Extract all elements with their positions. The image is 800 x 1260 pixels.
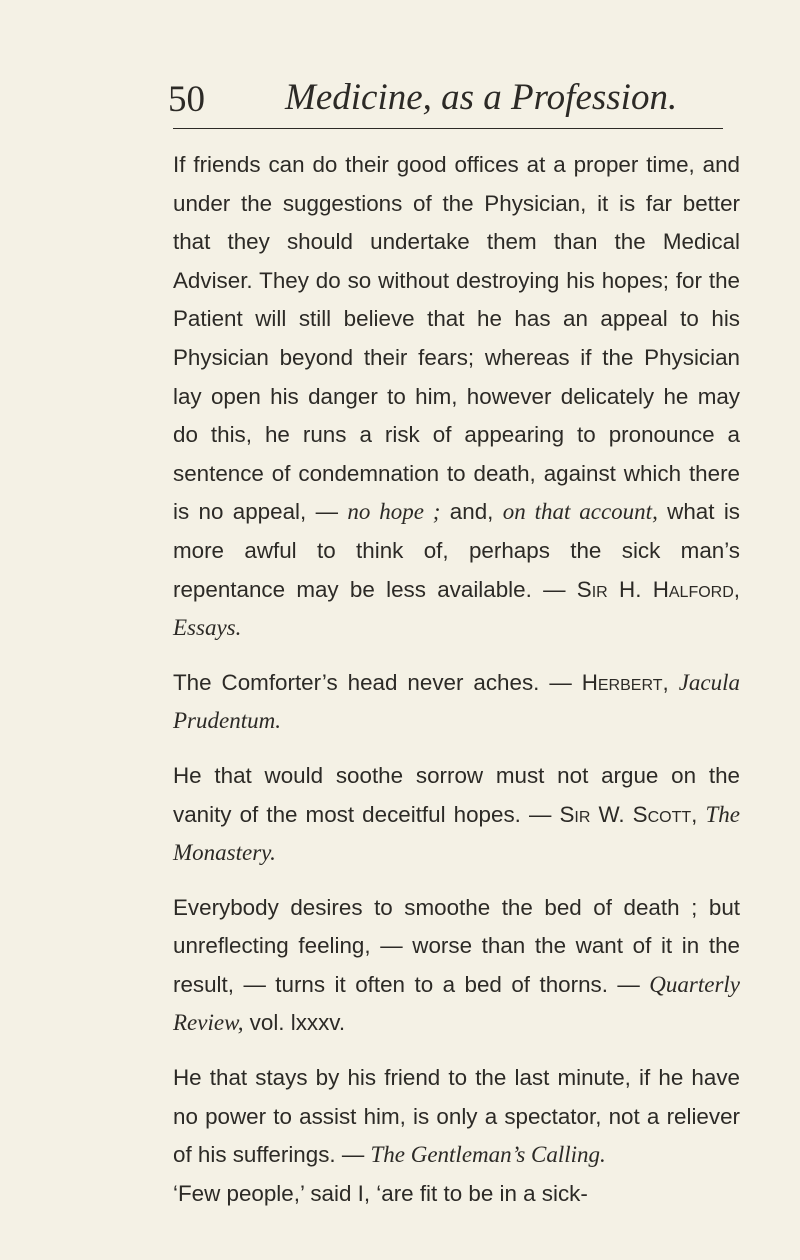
quote-quarterly-review: Everybody desires to smoothe the bed of death ; but unreflecting feeling, — worse than the want of it in the result, — turns it often to a bed of thorns. — Quarterly Review, vol. lxxxv.: [173, 894, 740, 1036]
quote-source: Jacula Prudentum.: [173, 669, 740, 734]
emphasis-no-hope: no hope ;: [347, 499, 441, 525]
quote-source: The Gentleman’s Calling.: [370, 1142, 606, 1168]
quote-author: Herbert,: [581, 669, 669, 695]
quote-gentlemans-calling: He that stays by his friend to the last minute, if he have no power to assist him, is only a spectator, not a reliever of his sufferings. — The Gentleman’s Calling.: [173, 1065, 740, 1168]
header-rule: [173, 128, 723, 129]
quote-author: Sir W. Scott,: [559, 801, 698, 827]
emphasis-on-that-account: on that account,: [502, 499, 658, 525]
quote-few-people: ‘Few people,’ said I, ‘are fit to be in a sick-: [173, 1180, 588, 1206]
quote-source: Quarterly Review,: [173, 971, 740, 1036]
page-number: 50: [168, 79, 205, 120]
page-body: [173, 146, 740, 1213]
quote-author: Sir H. Halford,: [576, 576, 740, 602]
quote-source: Essays.: [173, 615, 242, 641]
quote-source: The Monastery.: [173, 801, 740, 866]
quote-scott: He that would soothe sorrow must not argue on the vanity of the most deceitful hopes. — Sir W. Scott, The Monastery.: [173, 762, 740, 866]
quote-herbert: The Comforter’s head never aches. — Herbert, Jacula Prudentum.: [173, 669, 740, 734]
page-header: [165, 70, 795, 120]
quote-halford: If friends can do their good offices at a proper time, and under the suggestions of the Physician, it is far better that they should undertake them than the Medical Adviser. They do so without destroying his hopes; for the Patient will still believe that he has an appeal to his Physician beyond their fears; whereas if the Physician lay open his danger to him, however delicately he may do this, he runs a risk of appearing to pronounce a sentence of condemnation to death, against which there is no appeal, — no hope ; and, on that account, what is more awful to think of, perhaps the sick man’s repentance may be less available. — Sir H. Halford, Essays.: [173, 152, 740, 641]
running-title: Medicine, as a Profession.: [285, 77, 678, 118]
